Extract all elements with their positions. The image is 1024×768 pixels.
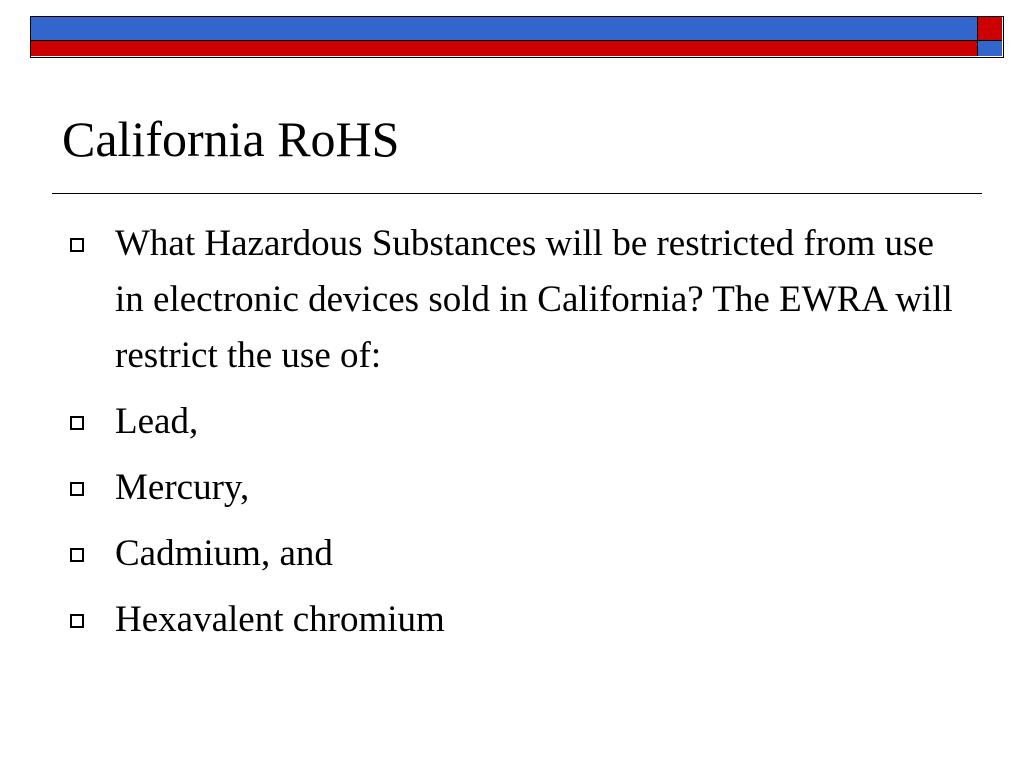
banner-red-block	[977, 17, 1002, 41]
bullet-text: Lead,	[115, 401, 199, 442]
bullet-item	[62, 460, 962, 516]
slide-title: California RoHS	[62, 111, 400, 167]
hollow-square-bullet-icon	[70, 548, 84, 562]
bullet-list	[62, 216, 962, 658]
bullet-item	[62, 592, 962, 648]
bullet-text: What Hazardous Substances will be restricted from use in electronic devices sold in California? The EWRA will restrict the use of:	[115, 223, 953, 376]
hollow-square-bullet-icon	[70, 416, 84, 430]
hollow-square-bullet-icon	[70, 482, 84, 496]
banner-blue-block	[977, 41, 1002, 56]
bullet-item	[62, 526, 962, 582]
hollow-square-bullet-icon	[70, 238, 84, 252]
bullet-text: Mercury,	[115, 467, 250, 508]
bullet-item	[62, 394, 962, 450]
banner-red-band	[31, 41, 977, 56]
banner-blue-band	[31, 17, 977, 41]
bullet-text: Cadmium, and	[115, 533, 333, 574]
bullet-item	[62, 216, 962, 384]
header-banner	[30, 16, 1004, 58]
bullet-text: Hexavalent chromium	[115, 599, 445, 640]
title-divider	[52, 193, 982, 194]
hollow-square-bullet-icon	[70, 614, 84, 628]
